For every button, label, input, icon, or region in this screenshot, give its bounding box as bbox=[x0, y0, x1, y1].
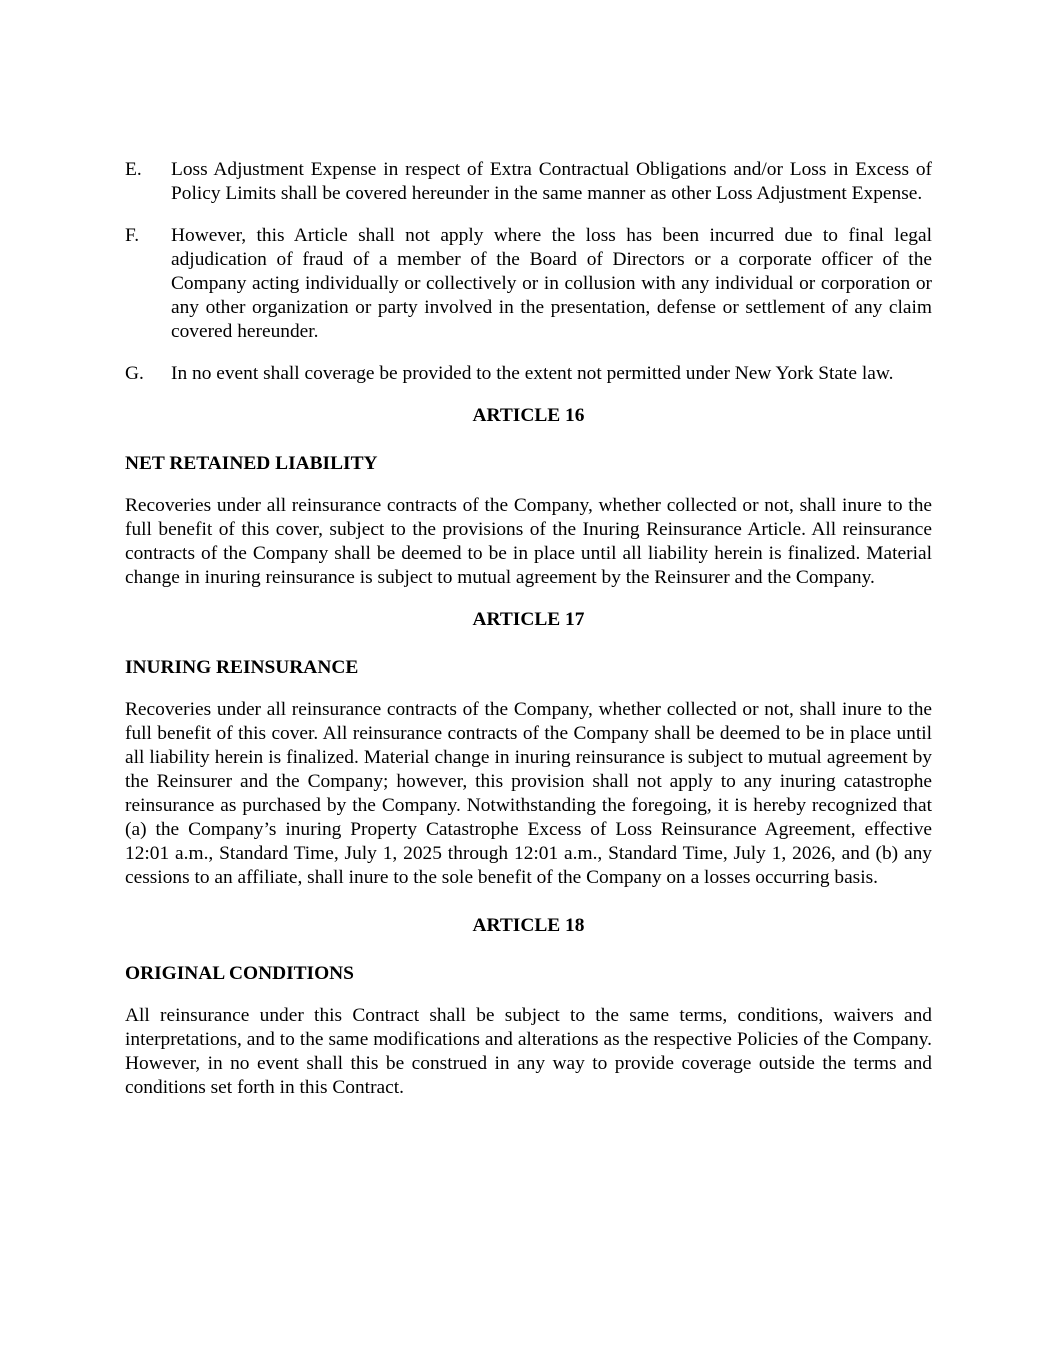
list-item-e bbox=[125, 158, 932, 206]
article-17-title: INURING REINSURANCE bbox=[125, 657, 359, 678]
article-17-body: Recoveries under all reinsurance contracts of the Company, whether collected or not, shall inure to the full benefit of this cover. All reinsurance contracts of the Company shall be deemed to be in place until all liability herein is finalized. Material change in inuring reinsurance is subject to mutual agreement by the Reinsurer and the Company; however, this provision shall not apply to any inuring catastrophe reinsurance as purchased by the Company. Notwithstanding the foregoing, it is hereby recognized that (a) the Company’s inuring Property Catastrophe Excess of Loss Reinsurance Agreement, effective 12:01 a.m., Standard Time, July 1, 2025 through 12:01 a.m., Standard Time, July 1, 2026, and (b) any cessions to an affiliate, shall inure to the sole benefit of the Company on a losses occurring basis. bbox=[125, 699, 932, 888]
article-17-heading: ARTICLE 17 bbox=[472, 609, 585, 630]
article-16-title: NET RETAINED LIABILITY bbox=[125, 453, 378, 474]
article-18-title: ORIGINAL CONDITIONS bbox=[125, 963, 354, 984]
list-item-letter: G. bbox=[125, 363, 144, 384]
article-16-body: Recoveries under all reinsurance contracts of the Company, whether collected or not, shall inure to the full benefit of this cover, subject to the provisions of the Inuring Reinsurance Article. All reinsurance contracts of the Company shall be deemed to be in place until all liability herein is finalized. Material change in inuring reinsurance is subject to mutual agreement by the Reinsurer and the Company. bbox=[125, 495, 932, 588]
list-item-text: In no event shall coverage be provided to the extent not permitted under New York State law. bbox=[171, 363, 894, 384]
list-item-letter: F. bbox=[125, 225, 140, 246]
article-16-heading: ARTICLE 16 bbox=[472, 405, 585, 426]
list-item-text: However, this Article shall not apply where the loss has been incurred due to final legal adjudication of fraud of a member of the Board of Directors or a corporate officer of the Company acting individually or collectively or in collusion with any individual or corporation or any other organization or party involved in the presentation, defense or settlement of any claim covered hereunder. bbox=[171, 225, 932, 342]
list-item-letter: E. bbox=[125, 159, 142, 180]
article-18-heading: ARTICLE 18 bbox=[472, 915, 585, 936]
document-page bbox=[125, 158, 932, 1118]
article-18-body: All reinsurance under this Contract shall be subject to the same terms, conditions, waivers and interpretations, and to the same modifications and alterations as the respective Policies of the Company. However, in no event shall this be construed in any way to provide coverage outside the terms and conditions set forth in this Contract. bbox=[125, 1005, 932, 1098]
list-item-g bbox=[125, 362, 932, 386]
list-item-f bbox=[125, 224, 932, 344]
list-item-text: Loss Adjustment Expense in respect of Extra Contractual Obligations and/or Loss in Excess of Policy Limits shall be covered hereunder in the same manner as other Loss Adjustment Expense. bbox=[171, 159, 932, 204]
